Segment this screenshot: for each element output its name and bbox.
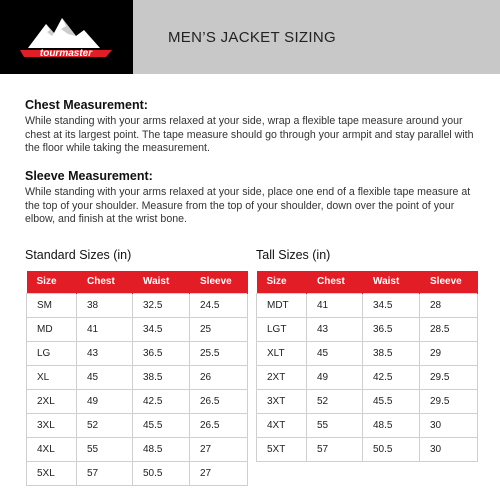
table-header-row (257, 271, 478, 293)
standard-sizes-label: Standard Sizes (in) (25, 248, 132, 262)
chest-instructions: While standing with your arms relaxed at your side, wrap a flexible tape measure around your chest at its largest point. The tape measure should go through your armpit and stay parallel with the floor while taking the measurement. (25, 115, 474, 154)
table-row (257, 293, 478, 317)
cell-sleeve: 30 (420, 437, 478, 461)
table-row (27, 461, 248, 485)
cell-sleeve: 29 (420, 341, 478, 365)
tall-sizes-table (256, 271, 478, 462)
cell-waist: 48.5 (363, 413, 420, 437)
cell-chest: 45 (307, 341, 363, 365)
table-row (27, 293, 248, 317)
page-title: MEN’S JACKET SIZING (168, 28, 336, 46)
sleeve-section (25, 169, 480, 227)
cell-size: 2XL (27, 389, 77, 413)
cell-sleeve: 26.5 (190, 413, 248, 437)
cell-waist: 42.5 (363, 365, 420, 389)
cell-waist: 45.5 (133, 413, 190, 437)
table-row (27, 437, 248, 461)
cell-size: XLT (257, 341, 307, 365)
table-row (257, 317, 478, 341)
cell-size: 3XL (27, 413, 77, 437)
cell-size: LGT (257, 317, 307, 341)
cell-sleeve: 25.5 (190, 341, 248, 365)
cell-sleeve: 30 (420, 413, 478, 437)
cell-waist: 36.5 (133, 341, 190, 365)
cell-size: XL (27, 365, 77, 389)
logo-wordmark: tourmaster (39, 48, 93, 59)
brand-logo (0, 0, 133, 74)
cell-chest: 49 (307, 365, 363, 389)
title-bar (133, 0, 500, 74)
cell-chest: 55 (77, 437, 133, 461)
table-row (27, 365, 248, 389)
column-header-size: Size (27, 271, 77, 293)
sleeve-instructions: While standing with your arms relaxed at your side, place one end of a flexible tape measure at the top of your shoulder. Measure from the top of your shoulder, down over the point of your elbow, and finish at the wrist bone. (25, 186, 471, 225)
table-row (257, 341, 478, 365)
table-row (27, 389, 248, 413)
cell-size: 3XT (257, 389, 307, 413)
cell-waist: 34.5 (133, 317, 190, 341)
column-header-sleeve: Sleeve (420, 271, 478, 293)
cell-size: LG (27, 341, 77, 365)
cell-waist: 50.5 (133, 461, 190, 485)
column-header-chest: Chest (307, 271, 363, 293)
cell-chest: 38 (77, 293, 133, 317)
page-header (0, 0, 500, 74)
cell-size: 5XT (257, 437, 307, 461)
cell-sleeve: 26.5 (190, 389, 248, 413)
cell-waist: 36.5 (363, 317, 420, 341)
table-row (257, 365, 478, 389)
cell-sleeve: 26 (190, 365, 248, 389)
table-row (257, 437, 478, 461)
cell-chest: 52 (307, 389, 363, 413)
cell-sleeve: 27 (190, 461, 248, 485)
cell-size: 4XL (27, 437, 77, 461)
cell-size: MD (27, 317, 77, 341)
cell-sleeve: 28 (420, 293, 478, 317)
cell-size: MDT (257, 293, 307, 317)
cell-sleeve: 24.5 (190, 293, 248, 317)
tall-sizes-label: Tall Sizes (in) (256, 248, 331, 262)
table-header-row (27, 271, 248, 293)
cell-waist: 50.5 (363, 437, 420, 461)
chest-section (25, 98, 480, 156)
table-row (257, 413, 478, 437)
cell-waist: 38.5 (133, 365, 190, 389)
cell-size: 2XT (257, 365, 307, 389)
cell-sleeve: 28.5 (420, 317, 478, 341)
column-header-waist: Waist (363, 271, 420, 293)
cell-waist: 42.5 (133, 389, 190, 413)
cell-waist: 38.5 (363, 341, 420, 365)
mountain-logo-icon (0, 0, 133, 74)
cell-chest: 55 (307, 413, 363, 437)
column-header-size: Size (257, 271, 307, 293)
standard-sizes-table (26, 271, 248, 486)
cell-chest: 41 (77, 317, 133, 341)
cell-waist: 32.5 (133, 293, 190, 317)
chest-heading: Chest Measurement: (25, 98, 148, 112)
column-header-chest: Chest (77, 271, 133, 293)
cell-waist: 48.5 (133, 437, 190, 461)
cell-chest: 45 (77, 365, 133, 389)
cell-sleeve: 25 (190, 317, 248, 341)
cell-chest: 49 (77, 389, 133, 413)
cell-size: 4XT (257, 413, 307, 437)
cell-sleeve: 29.5 (420, 389, 478, 413)
cell-chest: 52 (77, 413, 133, 437)
column-header-sleeve: Sleeve (190, 271, 248, 293)
table-row (27, 341, 248, 365)
cell-sleeve: 27 (190, 437, 248, 461)
table-row (27, 317, 248, 341)
cell-chest: 41 (307, 293, 363, 317)
cell-sleeve: 29.5 (420, 365, 478, 389)
cell-waist: 34.5 (363, 293, 420, 317)
sleeve-heading: Sleeve Measurement: (25, 169, 153, 183)
cell-waist: 45.5 (363, 389, 420, 413)
cell-size: 5XL (27, 461, 77, 485)
cell-chest: 57 (77, 461, 133, 485)
column-header-waist: Waist (133, 271, 190, 293)
table-row (257, 389, 478, 413)
cell-chest: 43 (77, 341, 133, 365)
table-row (27, 413, 248, 437)
cell-chest: 57 (307, 437, 363, 461)
cell-chest: 43 (307, 317, 363, 341)
cell-size: SM (27, 293, 77, 317)
